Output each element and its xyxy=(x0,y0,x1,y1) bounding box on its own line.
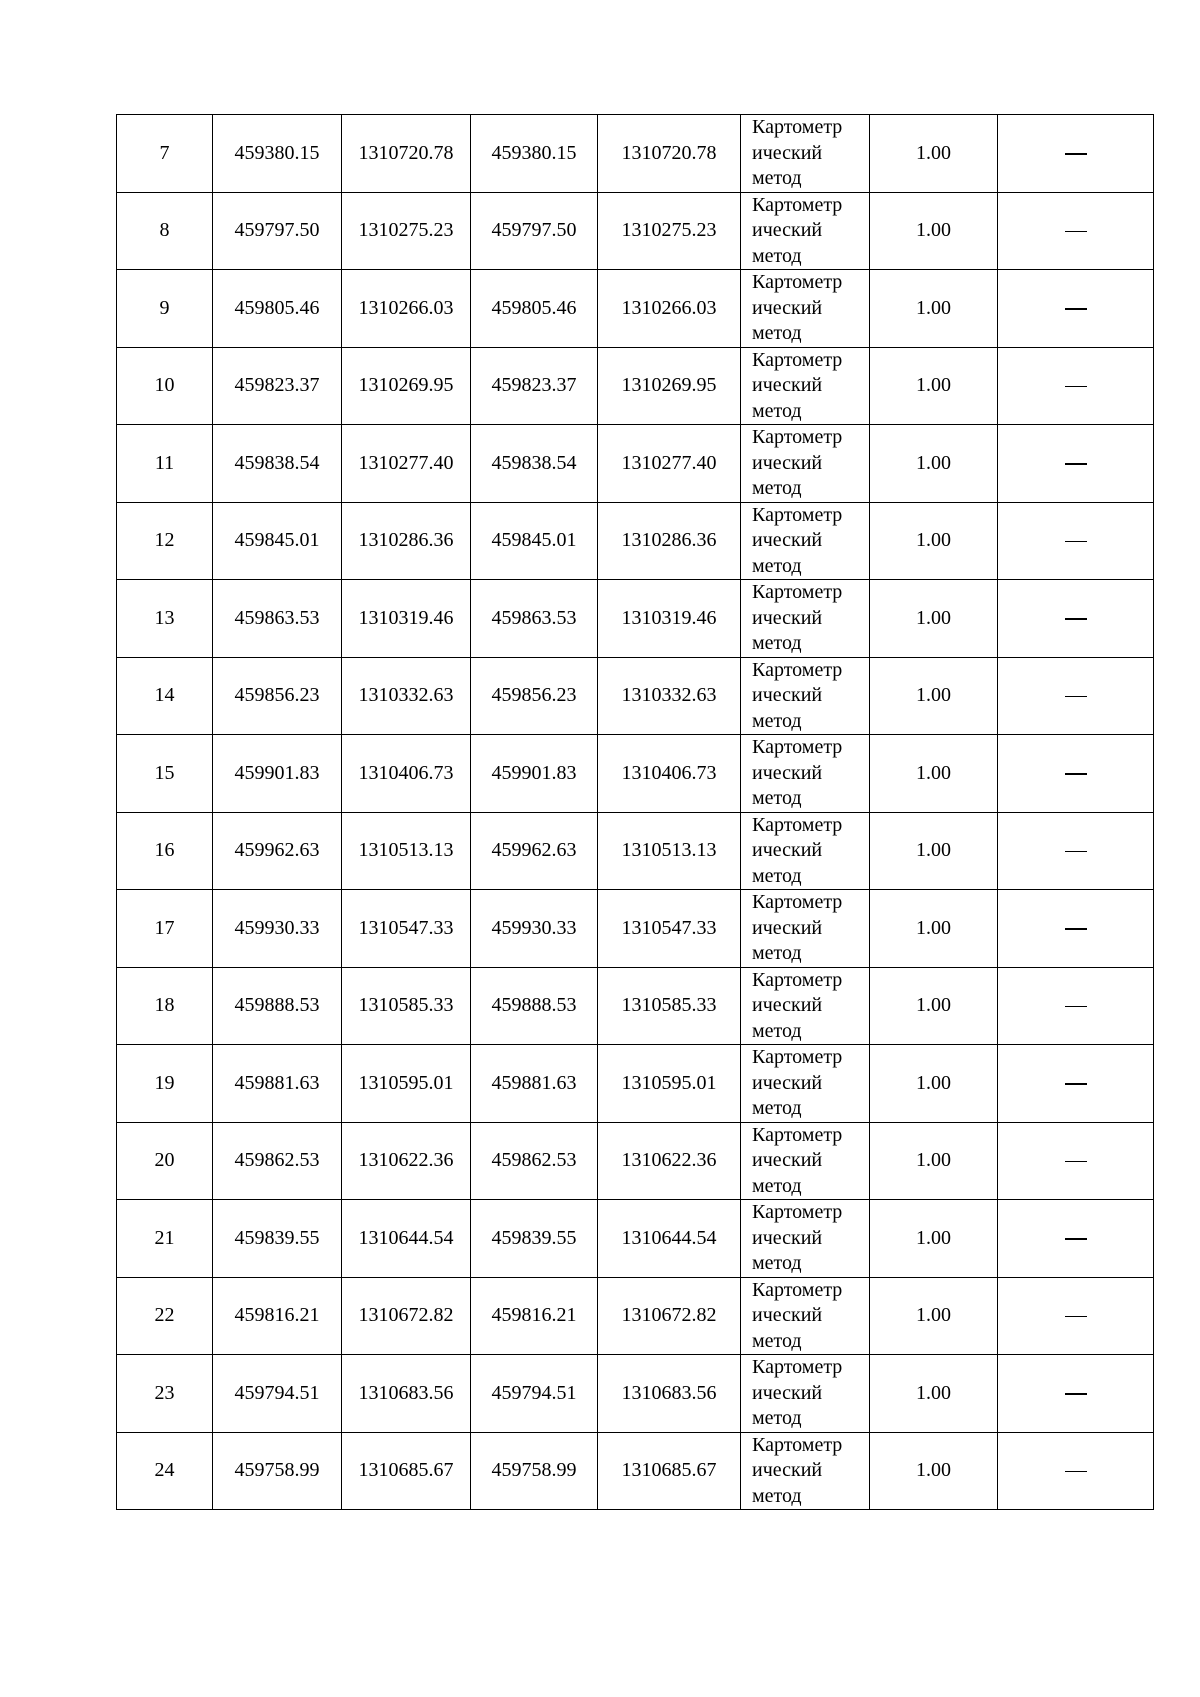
accuracy-cell: 1.00 xyxy=(870,1045,998,1123)
y-new-cell: 1310585.33 xyxy=(598,967,741,1045)
table-row xyxy=(117,1355,1154,1433)
method-line: ический xyxy=(752,374,823,396)
note-cell xyxy=(998,502,1154,580)
note-cell xyxy=(998,1045,1154,1123)
x-existing-cell: 459888.53 xyxy=(213,967,342,1045)
dash-mark xyxy=(1065,463,1087,465)
x-existing-cell: 459856.23 xyxy=(213,657,342,735)
method-line: ический xyxy=(752,1149,823,1171)
point-number-cell: 13 xyxy=(117,580,213,658)
point-number-cell: 7 xyxy=(117,115,213,193)
x-existing-cell: 459816.21 xyxy=(213,1277,342,1355)
accuracy-cell: 1.00 xyxy=(870,1355,998,1433)
method-line: Картометр xyxy=(752,736,843,758)
point-number-cell: 12 xyxy=(117,502,213,580)
y-new-cell: 1310406.73 xyxy=(598,735,741,813)
accuracy-cell: 1.00 xyxy=(870,967,998,1045)
method-line: ический xyxy=(752,141,823,164)
x-existing-cell: 459758.99 xyxy=(213,1432,342,1510)
method-cell xyxy=(741,1432,870,1510)
method-line: ический xyxy=(752,1381,823,1404)
dash-mark xyxy=(1065,153,1087,155)
table-body xyxy=(117,115,1154,1510)
point-number-cell: 15 xyxy=(117,735,213,813)
y-new-cell: 1310622.36 xyxy=(598,1122,741,1200)
y-existing-cell: 1310332.63 xyxy=(342,657,471,735)
note-cell xyxy=(998,1432,1154,1510)
method-line: ический xyxy=(752,1071,823,1094)
method-cell xyxy=(741,1355,870,1433)
method-line: метод xyxy=(752,942,802,964)
dash-mark xyxy=(1065,1393,1087,1395)
method-line: метод xyxy=(752,1174,802,1197)
method-line: ический xyxy=(752,1459,823,1481)
y-existing-cell: 1310319.46 xyxy=(342,580,471,658)
y-new-cell: 1310672.82 xyxy=(598,1277,741,1355)
point-number-cell: 19 xyxy=(117,1045,213,1123)
method-line: метод xyxy=(752,709,802,732)
method-line: Картометр xyxy=(752,1356,843,1378)
y-existing-cell: 1310269.95 xyxy=(342,347,471,425)
x-existing-cell: 459805.46 xyxy=(213,270,342,348)
point-number-cell: 14 xyxy=(117,657,213,735)
method-line: Картометр xyxy=(752,348,843,371)
method-line: ический xyxy=(752,916,823,939)
dash-mark xyxy=(1065,773,1087,775)
note-cell xyxy=(998,115,1154,193)
y-new-cell: 1310685.67 xyxy=(598,1432,741,1510)
x-new-cell: 459862.53 xyxy=(471,1122,598,1200)
method-line: ический xyxy=(752,994,823,1016)
point-number-cell: 22 xyxy=(117,1277,213,1355)
method-line: метод xyxy=(752,1252,802,1274)
method-line: метод xyxy=(752,787,802,809)
point-number-cell: 8 xyxy=(117,192,213,270)
point-number-cell: 9 xyxy=(117,270,213,348)
coordinates-table xyxy=(116,114,1154,1510)
dash-mark xyxy=(1065,1238,1087,1240)
x-new-cell: 459380.15 xyxy=(471,115,598,193)
method-cell xyxy=(741,502,870,580)
dash-mark xyxy=(1065,1161,1087,1163)
x-new-cell: 459845.01 xyxy=(471,502,598,580)
method-line: ический xyxy=(752,1226,823,1249)
table-row xyxy=(117,502,1154,580)
y-existing-cell: 1310277.40 xyxy=(342,425,471,503)
table-row xyxy=(117,1045,1154,1123)
table-row xyxy=(117,967,1154,1045)
note-cell xyxy=(998,1200,1154,1278)
method-line: метод xyxy=(752,322,802,344)
point-number-cell: 17 xyxy=(117,890,213,968)
x-new-cell: 459838.54 xyxy=(471,425,598,503)
table-row xyxy=(117,270,1154,348)
x-existing-cell: 459797.50 xyxy=(213,192,342,270)
x-existing-cell: 459823.37 xyxy=(213,347,342,425)
y-new-cell: 1310277.40 xyxy=(598,425,741,503)
x-existing-cell: 459881.63 xyxy=(213,1045,342,1123)
accuracy-cell: 1.00 xyxy=(870,1200,998,1278)
x-existing-cell: 459839.55 xyxy=(213,1200,342,1278)
x-new-cell: 459881.63 xyxy=(471,1045,598,1123)
dash-mark xyxy=(1065,696,1087,698)
table-row xyxy=(117,1432,1154,1510)
method-line: Картометр xyxy=(752,116,843,138)
method-line: метод xyxy=(752,167,802,189)
x-new-cell: 459962.63 xyxy=(471,812,598,890)
method-line: ический xyxy=(752,1304,823,1326)
method-cell xyxy=(741,1045,870,1123)
method-line: метод xyxy=(752,1407,802,1429)
dash-mark xyxy=(1065,1316,1087,1318)
method-line: Картометр xyxy=(752,813,843,836)
method-cell xyxy=(741,657,870,735)
method-line: Картометр xyxy=(752,503,843,526)
y-new-cell: 1310683.56 xyxy=(598,1355,741,1433)
x-new-cell: 459901.83 xyxy=(471,735,598,813)
method-line: метод xyxy=(752,477,802,499)
y-new-cell: 1310269.95 xyxy=(598,347,741,425)
x-new-cell: 459758.99 xyxy=(471,1432,598,1510)
method-cell xyxy=(741,580,870,658)
y-existing-cell: 1310595.01 xyxy=(342,1045,471,1123)
method-line: метод xyxy=(752,864,802,887)
table-row xyxy=(117,347,1154,425)
method-line: ический xyxy=(752,451,823,474)
method-line: Картометр xyxy=(752,1201,843,1223)
note-cell xyxy=(998,270,1154,348)
method-line: метод xyxy=(752,399,802,422)
accuracy-cell: 1.00 xyxy=(870,502,998,580)
method-line: ический xyxy=(752,296,823,319)
method-line: ический xyxy=(752,684,823,706)
x-new-cell: 459839.55 xyxy=(471,1200,598,1278)
method-line: Картометр xyxy=(752,891,843,913)
method-line: Картометр xyxy=(752,193,843,216)
x-existing-cell: 459845.01 xyxy=(213,502,342,580)
table-row xyxy=(117,580,1154,658)
note-cell xyxy=(998,890,1154,968)
x-existing-cell: 459862.53 xyxy=(213,1122,342,1200)
method-cell xyxy=(741,1277,870,1355)
dash-mark xyxy=(1065,386,1087,388)
method-line: ический xyxy=(752,761,823,784)
method-cell xyxy=(741,347,870,425)
note-cell xyxy=(998,425,1154,503)
method-line: Картометр xyxy=(752,1123,843,1146)
table-row xyxy=(117,1200,1154,1278)
dash-mark xyxy=(1065,851,1087,853)
note-cell xyxy=(998,1277,1154,1355)
dash-mark xyxy=(1065,541,1087,543)
dash-mark xyxy=(1065,1471,1087,1473)
accuracy-cell: 1.00 xyxy=(870,735,998,813)
x-new-cell: 459794.51 xyxy=(471,1355,598,1433)
note-cell xyxy=(998,1355,1154,1433)
method-cell xyxy=(741,890,870,968)
y-new-cell: 1310332.63 xyxy=(598,657,741,735)
y-new-cell: 1310720.78 xyxy=(598,115,741,193)
y-new-cell: 1310595.01 xyxy=(598,1045,741,1123)
table-row xyxy=(117,812,1154,890)
accuracy-cell: 1.00 xyxy=(870,580,998,658)
method-line: ический xyxy=(752,606,823,629)
x-new-cell: 459816.21 xyxy=(471,1277,598,1355)
method-cell xyxy=(741,1122,870,1200)
accuracy-cell: 1.00 xyxy=(870,1122,998,1200)
method-line: Картометр xyxy=(752,581,843,603)
y-existing-cell: 1310266.03 xyxy=(342,270,471,348)
method-cell xyxy=(741,735,870,813)
point-number-cell: 20 xyxy=(117,1122,213,1200)
y-existing-cell: 1310585.33 xyxy=(342,967,471,1045)
accuracy-cell: 1.00 xyxy=(870,192,998,270)
accuracy-cell: 1.00 xyxy=(870,812,998,890)
method-line: ический xyxy=(752,839,823,861)
method-line: Картометр xyxy=(752,1278,843,1301)
table-row xyxy=(117,1277,1154,1355)
point-number-cell: 23 xyxy=(117,1355,213,1433)
note-cell xyxy=(998,812,1154,890)
x-existing-cell: 459794.51 xyxy=(213,1355,342,1433)
method-cell xyxy=(741,812,870,890)
dash-mark xyxy=(1065,618,1087,620)
x-new-cell: 459797.50 xyxy=(471,192,598,270)
method-line: метод xyxy=(752,1329,802,1352)
dash-mark xyxy=(1065,1006,1087,1008)
note-cell xyxy=(998,347,1154,425)
y-existing-cell: 1310622.36 xyxy=(342,1122,471,1200)
x-existing-cell: 459962.63 xyxy=(213,812,342,890)
accuracy-cell: 1.00 xyxy=(870,1432,998,1510)
method-line: метод xyxy=(752,1484,802,1507)
dash-mark xyxy=(1065,231,1087,233)
method-cell xyxy=(741,192,870,270)
x-existing-cell: 459863.53 xyxy=(213,580,342,658)
y-existing-cell: 1310672.82 xyxy=(342,1277,471,1355)
y-new-cell: 1310644.54 xyxy=(598,1200,741,1278)
method-cell xyxy=(741,967,870,1045)
method-line: метод xyxy=(752,1019,802,1042)
note-cell xyxy=(998,580,1154,658)
note-cell xyxy=(998,192,1154,270)
note-cell xyxy=(998,967,1154,1045)
point-number-cell: 10 xyxy=(117,347,213,425)
method-line: Картометр xyxy=(752,968,843,991)
y-new-cell: 1310319.46 xyxy=(598,580,741,658)
y-new-cell: 1310286.36 xyxy=(598,502,741,580)
table-row xyxy=(117,735,1154,813)
method-line: метод xyxy=(752,632,802,654)
x-new-cell: 459863.53 xyxy=(471,580,598,658)
accuracy-cell: 1.00 xyxy=(870,115,998,193)
x-new-cell: 459856.23 xyxy=(471,657,598,735)
y-existing-cell: 1310406.73 xyxy=(342,735,471,813)
y-existing-cell: 1310547.33 xyxy=(342,890,471,968)
note-cell xyxy=(998,1122,1154,1200)
method-line: метод xyxy=(752,1097,802,1119)
method-line: Картометр xyxy=(752,271,843,293)
y-existing-cell: 1310685.67 xyxy=(342,1432,471,1510)
y-existing-cell: 1310513.13 xyxy=(342,812,471,890)
table-row xyxy=(117,890,1154,968)
dash-mark xyxy=(1065,1083,1087,1085)
y-existing-cell: 1310720.78 xyxy=(342,115,471,193)
method-cell xyxy=(741,115,870,193)
method-line: метод xyxy=(752,554,802,577)
method-line: Картометр xyxy=(752,426,843,448)
accuracy-cell: 1.00 xyxy=(870,347,998,425)
note-cell xyxy=(998,735,1154,813)
x-existing-cell: 459380.15 xyxy=(213,115,342,193)
table-row xyxy=(117,425,1154,503)
y-existing-cell: 1310275.23 xyxy=(342,192,471,270)
point-number-cell: 11 xyxy=(117,425,213,503)
point-number-cell: 21 xyxy=(117,1200,213,1278)
x-existing-cell: 459930.33 xyxy=(213,890,342,968)
y-new-cell: 1310275.23 xyxy=(598,192,741,270)
x-new-cell: 459930.33 xyxy=(471,890,598,968)
table-row xyxy=(117,115,1154,193)
table-row xyxy=(117,1122,1154,1200)
note-cell xyxy=(998,657,1154,735)
y-new-cell: 1310266.03 xyxy=(598,270,741,348)
accuracy-cell: 1.00 xyxy=(870,657,998,735)
accuracy-cell: 1.00 xyxy=(870,270,998,348)
method-cell xyxy=(741,270,870,348)
y-new-cell: 1310547.33 xyxy=(598,890,741,968)
y-existing-cell: 1310683.56 xyxy=(342,1355,471,1433)
accuracy-cell: 1.00 xyxy=(870,425,998,503)
method-cell xyxy=(741,1200,870,1278)
x-existing-cell: 459838.54 xyxy=(213,425,342,503)
x-new-cell: 459805.46 xyxy=(471,270,598,348)
y-existing-cell: 1310286.36 xyxy=(342,502,471,580)
accuracy-cell: 1.00 xyxy=(870,890,998,968)
table-row xyxy=(117,657,1154,735)
point-number-cell: 18 xyxy=(117,967,213,1045)
method-cell xyxy=(741,425,870,503)
x-existing-cell: 459901.83 xyxy=(213,735,342,813)
point-number-cell: 16 xyxy=(117,812,213,890)
dash-mark xyxy=(1065,308,1087,310)
x-new-cell: 459823.37 xyxy=(471,347,598,425)
dash-mark xyxy=(1065,928,1087,930)
method-line: ический xyxy=(752,219,823,241)
method-line: метод xyxy=(752,244,802,267)
x-new-cell: 459888.53 xyxy=(471,967,598,1045)
method-line: Картометр xyxy=(752,1433,843,1456)
method-line: Картометр xyxy=(752,1046,843,1068)
method-line: ический xyxy=(752,529,823,551)
y-existing-cell: 1310644.54 xyxy=(342,1200,471,1278)
point-number-cell: 24 xyxy=(117,1432,213,1510)
accuracy-cell: 1.00 xyxy=(870,1277,998,1355)
method-line: Картометр xyxy=(752,658,843,681)
y-new-cell: 1310513.13 xyxy=(598,812,741,890)
table-row xyxy=(117,192,1154,270)
